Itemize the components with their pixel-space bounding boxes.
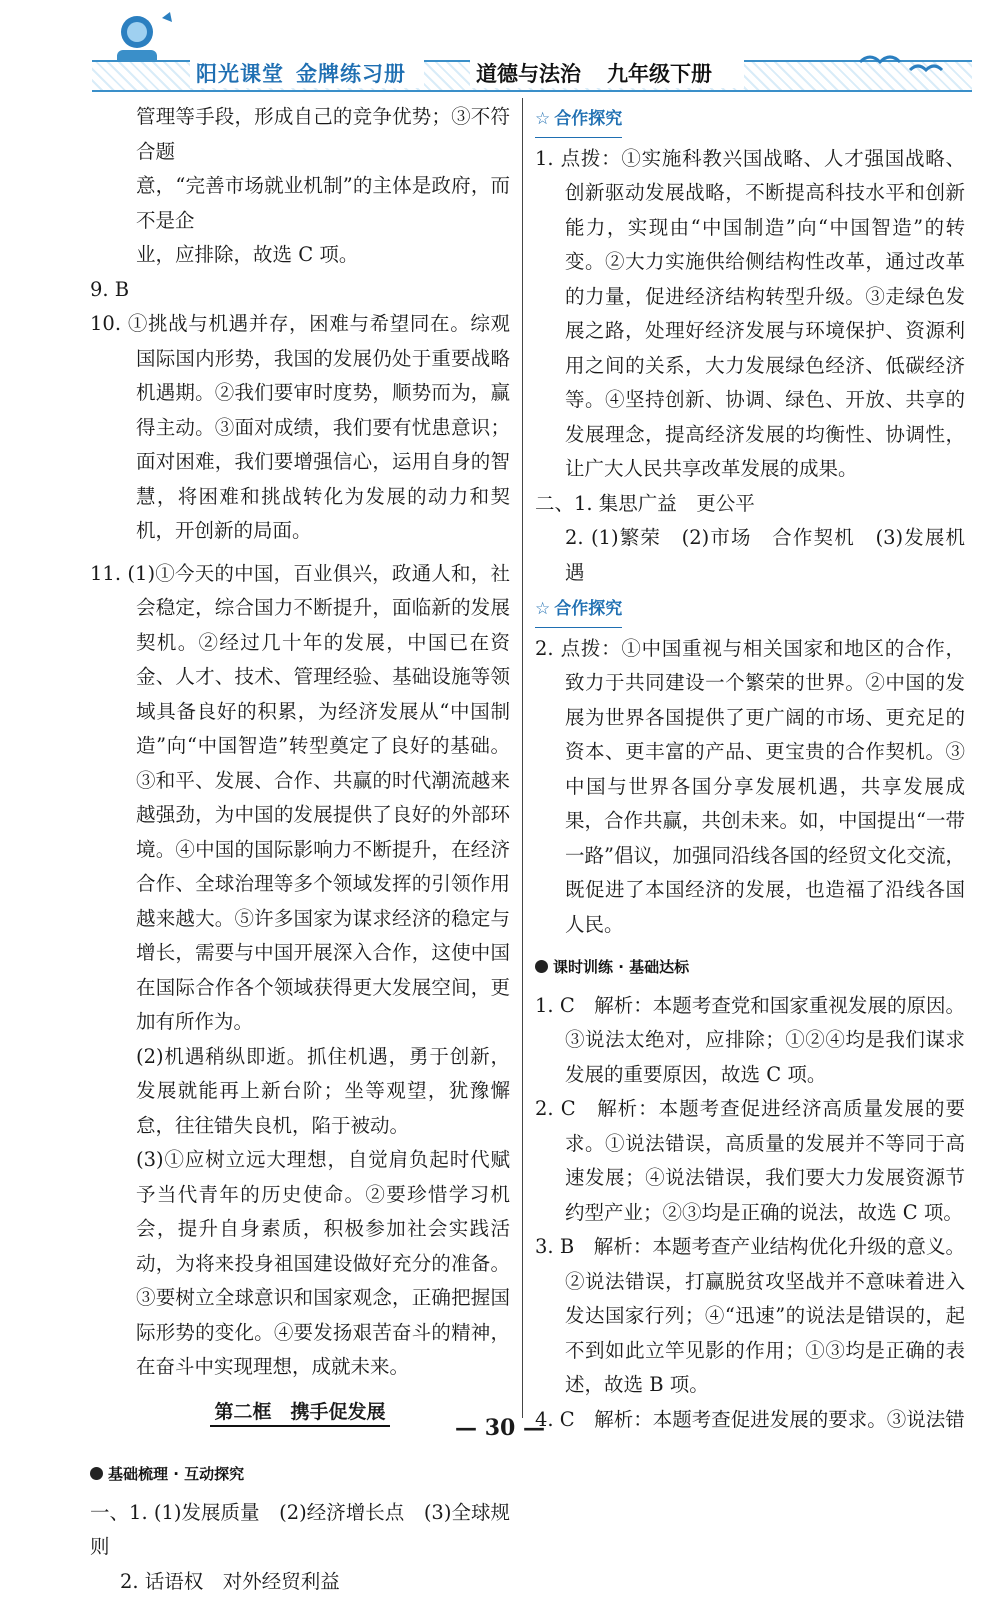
fill-answer-2: 2. 话语权 对外经贸利益: [90, 1565, 510, 1599]
answer-text: 业，应排除，故选 C 项。: [90, 238, 510, 273]
fill-answer-3: 二、1. 集思广益 更公平: [535, 487, 965, 522]
birds-decoration-icon: [850, 40, 960, 80]
guide-answer-1: 1. 点拨：①实施科教兴国战略、人才强国战略、创新驱动发展战略，不断提高科技水平和创新能力，实现由“中国制造”向“中国智造”的转变。②大力实施供给侧结构性改革，通过改革的力量，促进经济结构转型升级。③走绿色发展之路，处理好经济发展与环境保护、资源利用之间的关系，大力发展绿色经济、低碳经济等。④坚持创新、协调、绿色、开放、共享的发展理念，提高经济发展的均衡性、协调性，让广大人民共享改革发展的成果。: [535, 142, 965, 487]
answer-10: 10. ①挑战与机遇并存，困难与希望同在。综观国际国内形势，我国的发展仍处于重要战略机遇期。②我们要审时度势，顺势而为，赢得主动。③面对成绩，我们要有忧患意识；面对困难，我们要增强信心，运用自身的智慧，将困难和挑战转化为发展的动力和契机，开创新的局面。: [90, 307, 510, 549]
subject-name: 道德与法治: [476, 62, 581, 86]
column-divider: [522, 98, 523, 1418]
cooperation-tag: ☆ 合作探究: [535, 102, 622, 138]
lesson-title: 第二框 携手促发展: [90, 1395, 510, 1430]
grade-name: 九年级下册: [607, 62, 712, 86]
star-icon: ☆: [535, 599, 550, 619]
left-column: [90, 100, 510, 1599]
star-icon: ☆: [535, 109, 550, 129]
exercise-answer-1: 1. C 解析：本题考查党和国家重视发展的原因。③说法太绝对，应排除；①②④均是我们谋求发展的重要原因，故选 C 项。: [535, 989, 965, 1093]
answer-9: 9. B: [90, 273, 510, 308]
answer-text: 管理等手段，形成自己的竞争优势；③不符合题: [90, 100, 510, 169]
page-number: — 30 —: [0, 1415, 1000, 1441]
answer-11-part-1: 11. (1)①今天的中国，百业俱兴，政通人和，社会稳定，综合国力不断提升，面临新的发展契机。②经过几十年的发展，中国已在资金、人才、技术、管理经验、基础设施等领域具备良好的积累，为经济发展从“中国制造”向“中国智造”转型奠定了良好的基础。③和平、发展、合作、共赢的时代潮流越来越强劲，为中国的发展提供了良好的外部环境。④中国的国际影响力不断提升，在经济合作、全球治理等多个领域发挥的引领作用越来越大。⑤许多国家为谋求经济的稳定与增长，需要与中国开展深入合作，这使中国在国际合作各个领域获得更大发展空间，更加有所作为。: [90, 557, 510, 1040]
exercise-answer-2: 2. C 解析：本题考查促进经济高质量发展的要求。①说法错误，高质量的发展并不等同于高速发展；④说法错误，我们要大力发展资源节约型产业；②③均是正确的说法，故选 C 项。: [535, 1092, 965, 1230]
page-header: [0, 0, 1000, 95]
section-heading: 课时训练 · 基础达标: [535, 950, 965, 985]
exercise-answer-4: 4. C 解析：本题考查促进发展的要求。③说法错: [535, 1403, 965, 1438]
answer-11-part-2: (2)机遇稍纵即逝。抓住机遇，勇于创新，发展就能再上新台阶；坐等观望，犹豫懈怠，往往错失良机，陷于被动。: [90, 1040, 510, 1144]
cooperation-tag: ☆ 合作探究: [535, 592, 622, 628]
section-bullet-icon: [535, 960, 548, 973]
fill-answer-1: 一、1. (1)发展质量 (2)经济增长点 (3)全球规则: [90, 1496, 510, 1565]
answer-text: 意，“完善市场就业机制”的主体是政府，而不是企: [90, 169, 510, 238]
brand-name: 阳光课堂: [196, 62, 284, 86]
guide-answer-2: 2. 点拨：①中国重视与相关国家和地区的合作，致力于共同建设一个繁荣的世界。②中国的发展为世界各国提供了更广阔的市场、更充足的资本、更丰富的产品、更宝贵的合作契机。③中国与世界各国分享发展机遇，共享发展成果，合作共赢，共创未来。如，中国提出“一带一路”倡议，加强同沿线各国的经贸文化交流，既促进了本国经济的发展，也造福了沿线各国人民。: [535, 632, 965, 943]
answer-11-part-3: (3)①应树立远大理想，自觉肩负起时代赋予当代青年的历史使命。②要珍惜学习机会，提升自身素质，积极参加社会实践活动，为将来投身祖国建设做好充分的准备。③要树立全球意识和国家观念，正确把握国际形势的变化。④要发扬艰苦奋斗的精神，在奋斗中实现理想，成就未来。: [90, 1143, 510, 1385]
fill-answer-4: 2. (1)繁荣 (2)市场 合作契机 (3)发展机遇: [535, 521, 965, 590]
section-heading: 基础梳理 · 互动探究: [90, 1457, 510, 1492]
exercise-answer-3: 3. B 解析：本题考查产业结构优化升级的意义。②说法错误，打赢脱贫攻坚战并不意味着进入发达国家行列；④“迅速”的说法是错误的，起不到如此立竿见影的作用；①③均是正确的表述，故选 B 项。: [535, 1230, 965, 1403]
section-bullet-icon: [90, 1467, 103, 1480]
right-column: [535, 100, 965, 1437]
brand-series: 金牌练习册: [296, 62, 406, 86]
brand-title: [190, 58, 424, 88]
subject-title: [470, 58, 744, 88]
